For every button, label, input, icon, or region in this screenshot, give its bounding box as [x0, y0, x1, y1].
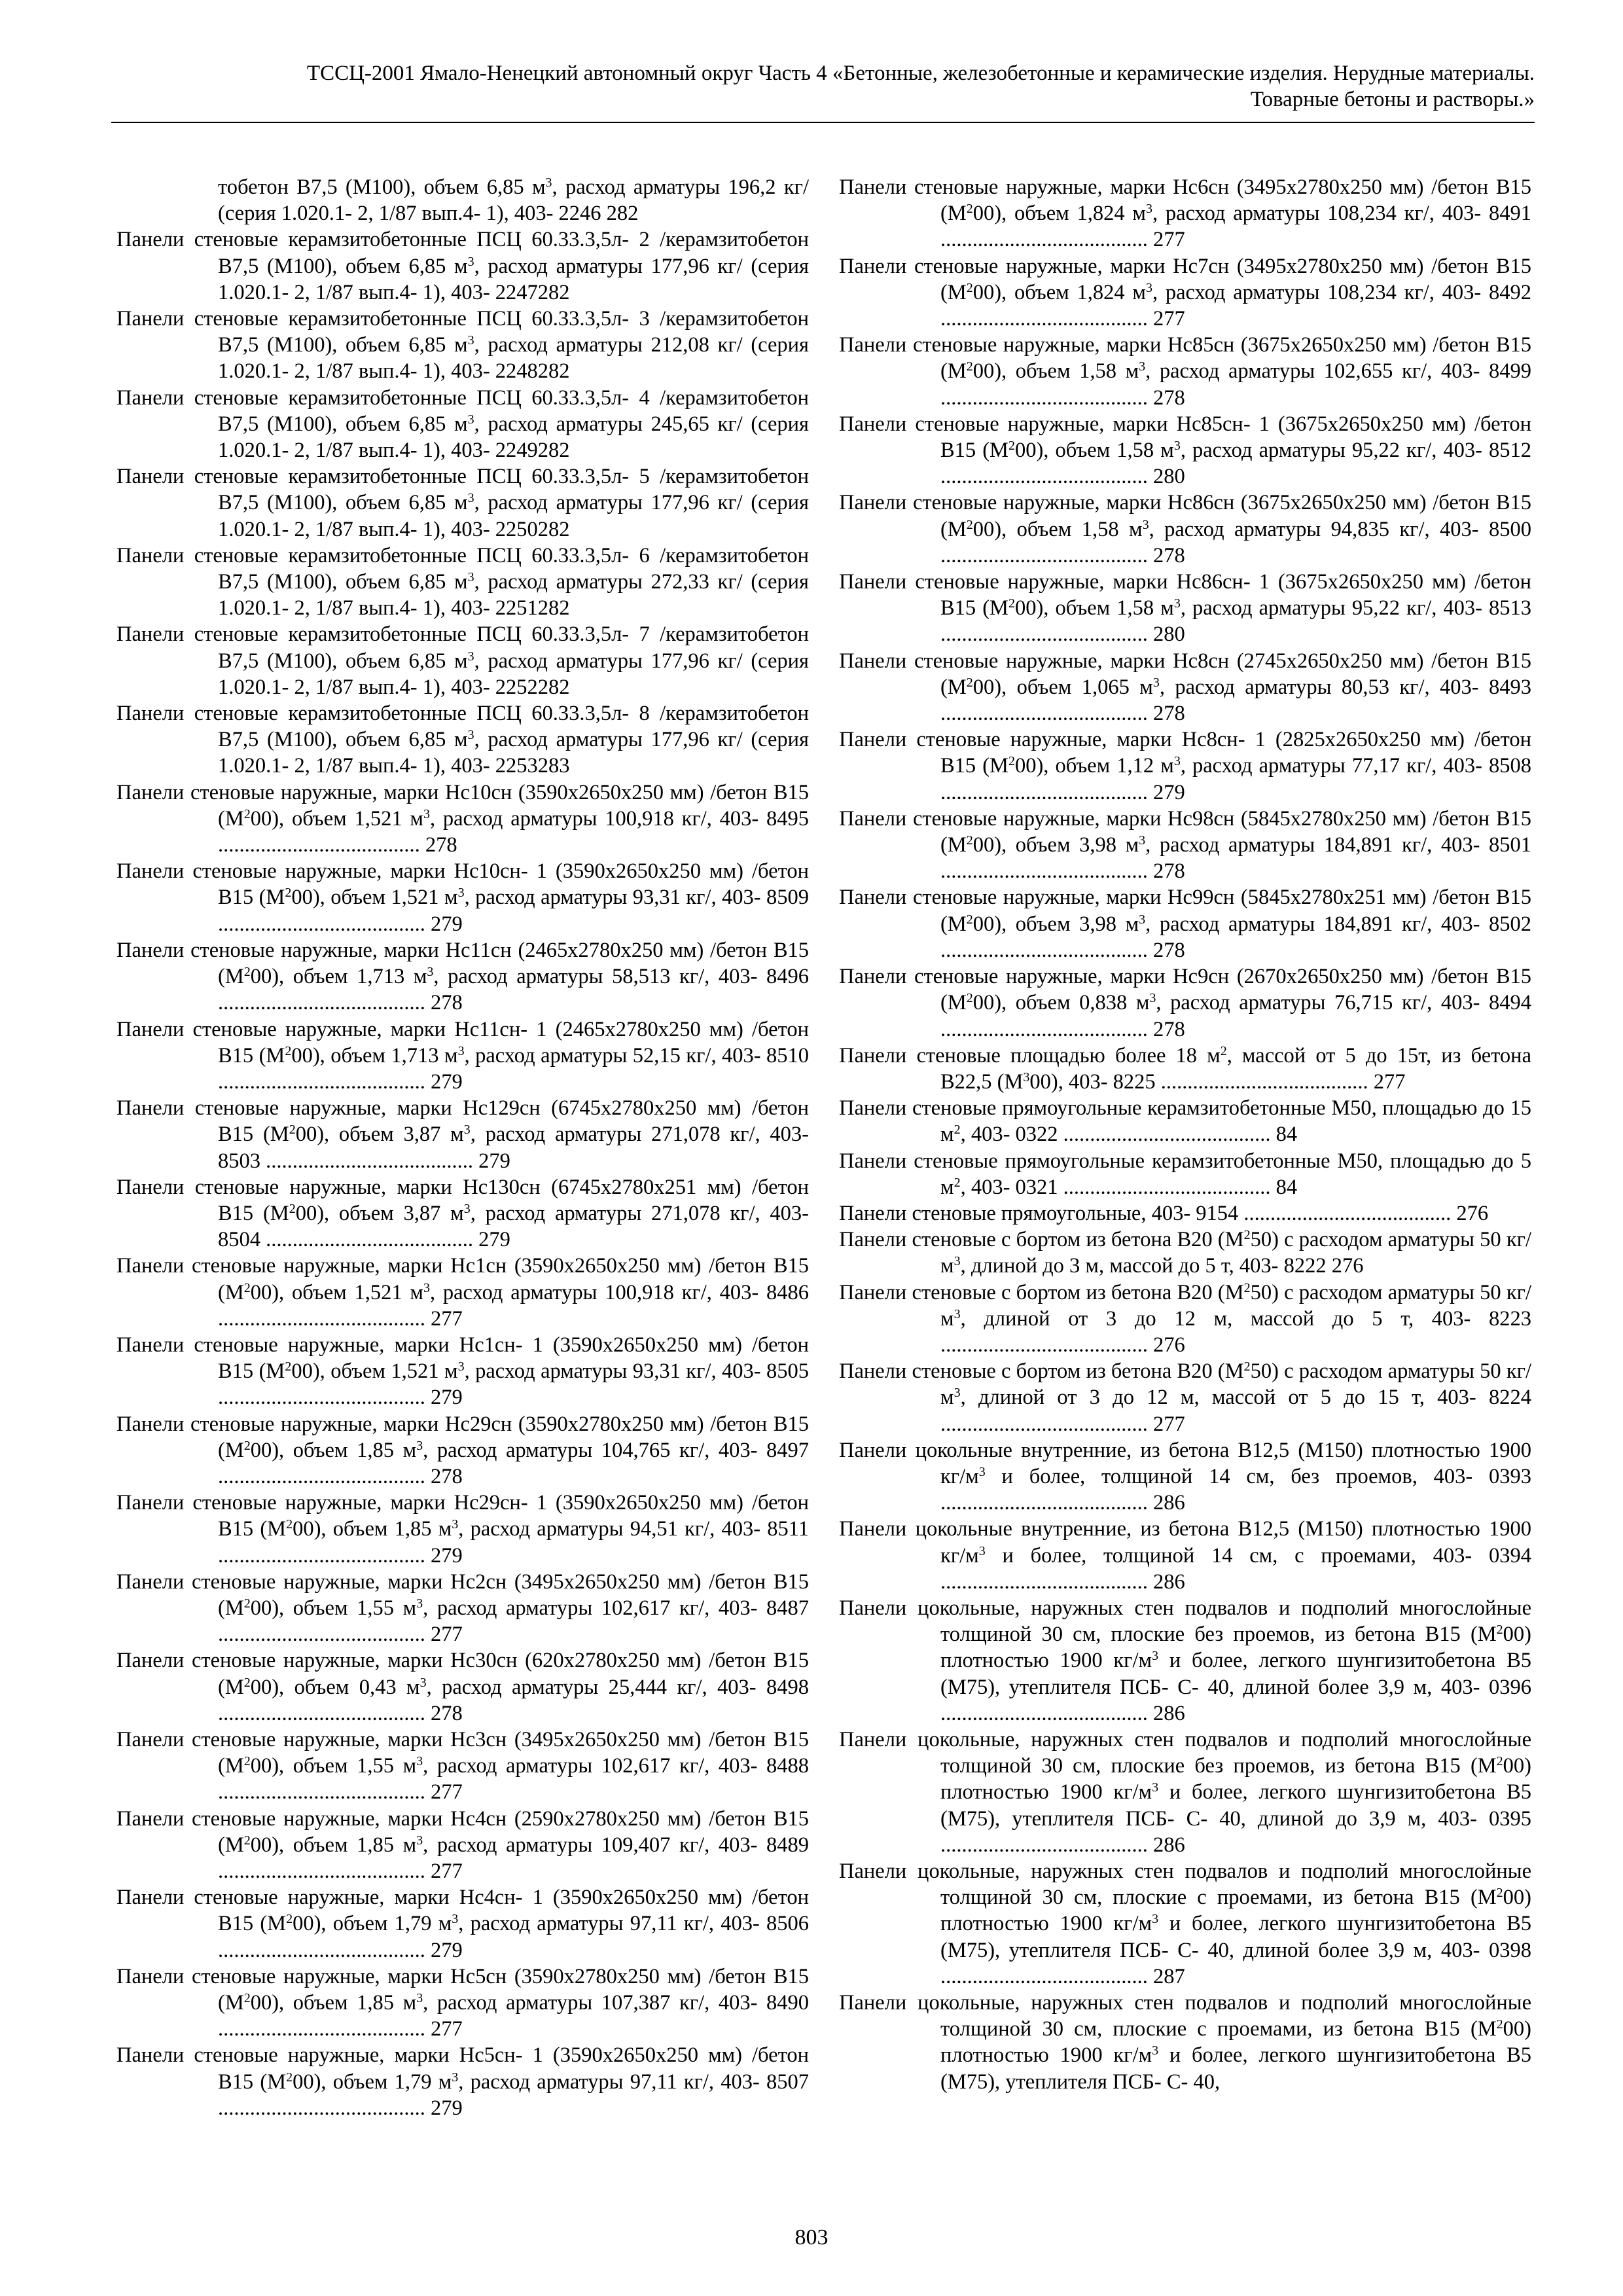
index-entry: Панели стеновые наружные, марки Нс29сн (3590х2780х250 мм) /бетон В15 $(М^200)$, объем 1,85 $м^3$, расход арматуры 104,765 кг/, 403- 8497 ....................................... 278	[116, 1412, 809, 1488]
index-entry: Панели цокольные внутренние, из бетона В12,5 (М150) плотностью 1900 $кг/м^3$ и более, толщиной 14 см, с проемами, 403- 0394 ....................................... 286	[839, 1517, 1531, 1594]
index-entry: Панели стеновые наружные, марки Нс10сн- 1 (3590х2650х250 мм) /бетон В15 $(М^200)$, объем 1,521 $м^3$, расход арматуры 93,31 кг/, 403- 8509 ....................................... 279	[116, 859, 810, 936]
index-entry: Панели стеновые наружные, марки Нс1сн- 1 (3590х2650х250 мм) /бетон В15 $(М^200)$, объем 1,521 $м^3$, расход арматуры 93,31 кг/, 403- 8505 ....................................... 279	[116, 1333, 810, 1410]
index-entry: Панели стеновые наружные, марки Нс5сн (3590х2780х250 мм) /бетон В15 $(М^200)$, объем 1,85 $м^3$, расход арматуры 107,387 кг/, 403- 8490 ....................................... 277	[116, 1964, 809, 2041]
index-entry: Панели стеновые наружные, марки Нс1сн (3590х2650х250 мм) /бетон В15 $(М^200)$, объем 1,521 $м^3$, расход арматуры 100,918 кг/, 403- 8486 ....................................... 277	[116, 1254, 809, 1331]
index-entry: Панели стеновые керамзитобетонные ПСЦ 60.33.3,5л- 3 /керамзитобетон В7,5 (М100), объем 6,85 $м^3$, расход арматуры 212,08 кг/ (серия 1.020.1- 2, 1/87 вып.4- 1), 403- 2248282	[116, 307, 809, 384]
index-entry: Панели стеновые с бортом из бетона В20 $(М^250)$ с расходом арматуры 50 $кг/м^3$, длиной от 3 до 12 м, массой от 5 до 15 т, 403- 8224 ....................................... 277	[839, 1359, 1531, 1436]
index-entry: Панели стеновые прямоугольные, 403- 9154 ....................................... 276	[839, 1201, 1489, 1225]
index-entry: Панели стеновые керамзитобетонные ПСЦ 60.33.3,5л- 8 /керамзитобетон В7,5 (М100), объем 6,85 $м^3$, расход арматуры 177,96 кг/ (серия 1.020.1- 2, 1/87 вып.4- 1), 403- 2253283	[116, 702, 809, 778]
page-number: 803	[794, 2225, 829, 2250]
header-subtitle-line: Товарные бетоны и растворы.»	[1250, 88, 1535, 111]
index-entry: Панели стеновые наружные, марки Нс85сн (3675х2650х250 мм) /бетон В15 $(М^200)$, объем 1,58 $м^3$, расход арматуры 102,655 кг/, 403- 8499 ....................................... 278	[839, 333, 1531, 410]
header-title-line: ТССЦ-2001 Ямало-Ненецкий автономный округ Часть 4 «Бетонные, железобетонные и керамические изделия. Нерудные материалы.	[306, 62, 1535, 85]
index-entry: Панели стеновые наружные, марки Нс10сн (3590х2650х250 мм) /бетон В15 $(М^200)$, объем 1,521 $м^3$, расход арматуры 100,918 кг/, 403- 8495 ...................................... 278	[116, 780, 809, 857]
index-entry: Панели стеновые керамзитобетонные ПСЦ 60.33.3,5л- 6 /керамзитобетон В7,5 (М100), объем 6,85 $м^3$, расход арматуры 272,33 кг/ (серия 1.020.1- 2, 1/87 вып.4- 1), 403- 2251282	[116, 543, 809, 620]
index-entry: Панели стеновые наружные, марки Нс2сн (3495х2650х250 мм) /бетон В15 $(М^200)$, объем 1,55 $м^3$, расход арматуры 102,617 кг/, 403- 8487 ....................................... 277	[116, 1570, 809, 1647]
index-entry: Панели стеновые прямоугольные керамзитобетонные М50, площадью до 5 $м^2$, 403- 0321 ....................................... 84	[839, 1149, 1531, 1199]
index-entry: Панели стеновые наружные, марки Нс8сн (2745х2650х250 мм) /бетон В15 $(М^200)$, объем 1,065 $м^3$, расход арматуры 80,53 кг/, 403- 8493 ....................................... 278	[839, 649, 1531, 726]
index-entry: Панели стеновые наружные, марки Нс8сн- 1 (2825х2650х250 мм) /бетон В15 $(М^200)$, объем 1,12 $м^3$, расход арматуры 77,17 кг/, 403- 8508 ....................................... 279	[839, 728, 1532, 804]
index-entry: Панели стеновые наружные, марки Нс4сн (2590х2780х250 мм) /бетон В15 $(М^200)$, объем 1,85 $м^3$, расход арматуры 109,407 кг/, 403- 8489 ....................................... 277	[116, 1806, 809, 1883]
index-entry: Панели стеновые наружные, марки Нс3сн (3495х2650х250 мм) /бетон В15 $(М^200)$, объем 1,55 $м^3$, расход арматуры 102,617 кг/, 403- 8488 ....................................... 277	[116, 1727, 809, 1804]
index-entry: Панели стеновые наружные, марки Нс11сн (2465х2780х250 мм) /бетон В15 $(М^200)$, объем 1,713 $м^3$, расход арматуры 58,513 кг/, 403- 8496 ....................................... 278	[116, 938, 809, 1015]
index-entry: Панели стеновые наружные, марки Нс98сн (5845х2780х250 мм) /бетон В15 $(М^200)$, объем 3,98 $м^3$, расход арматуры 184,891 кг/, 403- 8501 ....................................... 278	[839, 806, 1531, 884]
index-entry: Панели стеновые наружные, марки Нс11сн- 1 (2465х2780х250 мм) /бетон В15 $(М^200)$, объем 1,713 $м^3$, расход арматуры 52,15 кг/, 403- 8510 ....................................... 279	[116, 1017, 810, 1094]
header-divider	[111, 122, 1535, 123]
index-entry: Панели стеновые площадью более 18 $м^2$, массой от 5 до 15т, из бетона В22,5 $(М^300)$, 403- 8225 ....................................... 277	[839, 1043, 1531, 1094]
index-entry: Панели стеновые наружные, марки Нс29сн- 1 (3590х2650х250 мм) /бетон В15 $(М^200)$, объем 1,85 $м^3$, расход арматуры 94,51 кг/, 403- 8511 ....................................... 279	[116, 1491, 809, 1568]
index-entry: тобетон В7,5 (М100), объем 6,85 $м^3$, расход арматуры 196,2 кг/ (серия 1.020.1- 2, 1/87 вып.4- 1), 403- 2246 282	[218, 175, 809, 226]
index-entry: Панели стеновые керамзитобетонные ПСЦ 60.33.3,5л- 2 /керамзитобетон В7,5 (М100), объем 6,85 $м^3$, расход арматуры 177,96 кг/ (серия 1.020.1- 2, 1/87 вып.4- 1), 403- 2247282	[116, 228, 809, 304]
index-entry: Панели цокольные внутренние, из бетона В12,5 (М150) плотностью 1900 $кг/м^3$ и более, толщиной 14 см, без проемов, 403- 0393 ....................................... 286	[839, 1438, 1531, 1515]
index-entry: Панели стеновые наружные, марки Нс85сн- 1 (3675х2650х250 мм) /бетон В15 $(М^200)$, объем 1,58 $м^3$, расход арматуры 95,22 кг/, 403- 8512 ....................................... 280	[839, 412, 1532, 489]
index-entry: Панели стеновые наружные, марки Нс86сн- 1 (3675х2650х250 мм) /бетон В15 $(М^200)$, объем 1,58 $м^3$, расход арматуры 95,22 кг/, 403- 8513 ....................................... 280	[839, 570, 1532, 647]
index-entry: Панели стеновые наружные, марки Нс30сн (620х2780х250 мм) /бетон В15 $(М^200)$, объем 0,43 $м^3$, расход арматуры 25,444 кг/, 403- 8498 ....................................... 278	[116, 1649, 809, 1725]
index-entry: Панели стеновые наружные, марки Нс86сн (3675х2650х250 мм) /бетон В15 $(М^200)$, объем 1,58 $м^3$, расход арматуры 94,835 кг/, 403- 8500 ....................................... 278	[839, 491, 1531, 567]
page-header	[111, 60, 1535, 113]
index-entry: Панели стеновые с бортом из бетона В20 $(М^250)$ с расходом арматуры 50 $кг/м^3$, длиной от 3 до 12 м, массой до 5 т, 403- 8223 ....................................... 276	[839, 1280, 1531, 1357]
index-column-right	[839, 174, 1531, 2095]
index-entry: Панели цокольные, наружных стен подвалов и подполий многослойные толщиной 30 см, плоские без проемов, из бетона В15 $(М^200)$ плотностью 1900 $кг/м^3$ и более, легкого шунгизитобетона В5 (М75), утеплителя ПСБ- С- 40, длиной до 3,9 м, 403- 0395 ....................................... 286	[839, 1727, 1531, 1857]
index-entry: Панели стеновые прямоугольные керамзитобетонные М50, площадью до 15 $м^2$, 403- 0322 ....................................... 84	[839, 1096, 1531, 1147]
index-entry: Панели стеновые с бортом из бетона В20 $(М^250)$ с расходом арматуры 50 $кг/м^3$, длиной до 3 м, массой до 5 т, 403- 8222 276	[839, 1228, 1531, 1278]
index-entry: Панели цокольные, наружных стен подвалов и подполий многослойные толщиной 30 см, плоские без проемов, из бетона В15 $(М^200)$ плотностью 1900 $кг/м^3$ и более, легкого шунгизитобетона В5 (М75), утеплителя ПСБ- С- 40, длиной более 3,9 м, 403- 0396 ....................................... 286	[839, 1596, 1531, 1725]
index-entry: Панели стеновые керамзитобетонные ПСЦ 60.33.3,5л- 4 /керамзитобетон В7,5 (М100), объем 6,85 $м^3$, расход арматуры 245,65 кг/ (серия 1.020.1- 2, 1/87 вып.4- 1), 403- 2249282	[116, 386, 809, 463]
index-entry: Панели стеновые наружные, марки Нс4сн- 1 (3590х2650х250 мм) /бетон В15 $(М^200)$, объем 1,79 $м^3$, расход арматуры 97,11 кг/, 403- 8506 ....................................... 279	[116, 1886, 809, 1962]
index-entry: Панели стеновые наружные, марки Нс130сн (6745х2780х251 мм) /бетон В15 $(М^200)$, объем 3,87 $м^3$, расход арматуры 271,078 кг/, 403- 8504 ....................................... 279	[116, 1175, 809, 1252]
index-entry: Панели стеновые наружные, марки Нс6сн (3495х2780х250 мм) /бетон В15 $(М^200)$, объем 1,824 $м^3$, расход арматуры 108,234 кг/, 403- 8491 ....................................... 277	[839, 175, 1531, 252]
index-entry: Панели стеновые керамзитобетонные ПСЦ 60.33.3,5л- 7 /керамзитобетон В7,5 (М100), объем 6,85 $м^3$, расход арматуры 177,96 кг/ (серия 1.020.1- 2, 1/87 вып.4- 1), 403- 2252282	[116, 622, 809, 699]
index-entry: Панели стеновые керамзитобетонные ПСЦ 60.33.3,5л- 5 /керамзитобетон В7,5 (М100), объем 6,85 $м^3$, расход арматуры 177,96 кг/ (серия 1.020.1- 2, 1/87 вып.4- 1), 403- 2250282	[116, 465, 809, 541]
index-entry: Панели стеновые наружные, марки Нс5сн- 1 (3590х2650х250 мм) /бетон В15 $(М^200)$, объем 1,79 $м^3$, расход арматуры 97,11 кг/, 403- 8507 ....................................... 279	[116, 2043, 809, 2120]
index-entry: Панели цокольные, наружных стен подвалов и подполий многослойные толщиной 30 см, плоские с проемами, из бетона В15 $(М^200)$ плотностью 1900 $кг/м^3$ и более, легкого шунгизитобетона В5 (М75), утеплителя ПСБ- С- 40,	[839, 1991, 1531, 2094]
index-entry: Панели стеновые наружные, марки Нс99сн (5845х2780х251 мм) /бетон В15 $(М^200)$, объем 3,98 $м^3$, расход арматуры 184,891 кг/, 403- 8502 ....................................... 278	[839, 886, 1531, 962]
index-entry: Панели стеновые наружные, марки Нс9сн (2670х2650х250 мм) /бетон В15 $(М^200)$, объем 0,838 $м^3$, расход арматуры 76,715 кг/, 403- 8494 ....................................... 278	[839, 965, 1531, 1041]
index-entry: Панели стеновые наружные, марки Нс7сн (3495х2780х250 мм) /бетон В15 $(М^200)$, объем 1,824 $м^3$, расход арматуры 108,234 кг/, 403- 8492 ....................................... 277	[839, 254, 1531, 331]
index-column-left	[116, 174, 809, 2121]
index-entry: Панели стеновые наружные, марки Нс129сн (6745х2780х250 мм) /бетон В15 $(М^200)$, объем 3,87 $м^3$, расход арматуры 271,078 кг/, 403- 8503 ....................................... 279	[116, 1096, 809, 1173]
index-entry: Панели цокольные, наружных стен подвалов и подполий многослойные толщиной 30 см, плоские с проемами, из бетона В15 $(М^200)$ плотностью 1900 $кг/м^3$ и более, легкого шунгизитобетона В5 (М75), утеплителя ПСБ- С- 40, длиной более 3,9 м, 403- 0398 ....................................... 287	[839, 1859, 1531, 1988]
